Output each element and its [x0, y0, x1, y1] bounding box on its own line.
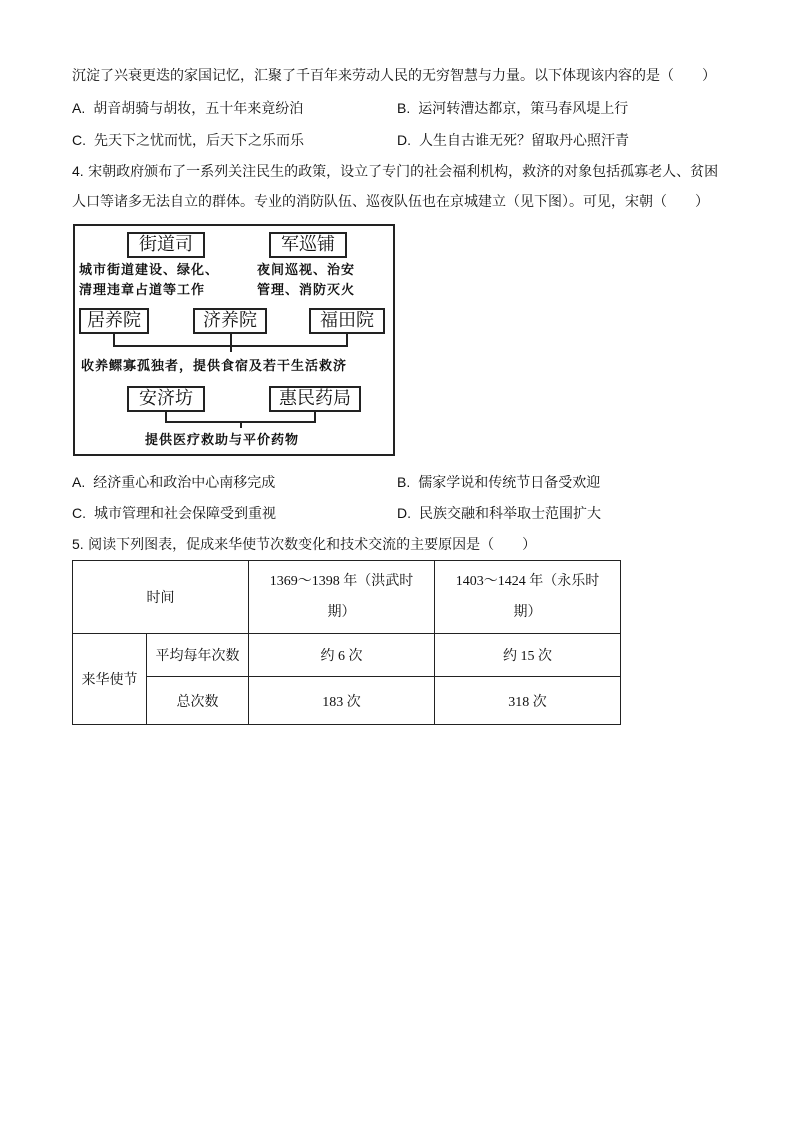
- table-header-row: [73, 561, 621, 634]
- header-time: 时间: [73, 561, 249, 634]
- text-medical-duty: 提供医疗救助与平价药物: [145, 433, 300, 448]
- text-jiedaosi-duty-2: 清理违章占道等工作: [79, 283, 206, 298]
- option-letter: B.: [397, 100, 411, 116]
- text-junxunpu-duty-1: 夜间巡视、治安: [257, 263, 356, 278]
- q3-option-c: [72, 130, 304, 151]
- cell-value: 约 15 次: [435, 634, 621, 677]
- header-hongwu: [249, 561, 435, 634]
- q3-option-d: [397, 130, 629, 151]
- option-text: 民族交融和科举取士范围扩大: [419, 506, 601, 522]
- envoy-table: [72, 560, 621, 725]
- connector: [240, 422, 242, 428]
- header-yongle-line-2: 期）: [513, 604, 542, 620]
- cell-value: 318 次: [435, 677, 621, 725]
- option-text: 经济重心和政治中心南移完成: [93, 475, 276, 491]
- q3-stem-tail: 沉淀了兴衰更迭的家国记忆，汇聚了千百年来劳动人民的无穷智慧与力量。以下体现该内容的是（ ）: [72, 68, 716, 84]
- option-letter: D.: [397, 505, 411, 521]
- option-text: 先天下之忧而忧，后天下之乐而乐: [94, 133, 304, 149]
- cell-value: 约 6 次: [249, 634, 435, 677]
- box-jiedaosi: 街道司: [127, 232, 205, 258]
- q4-option-b: [397, 472, 600, 493]
- option-letter: A.: [72, 474, 86, 490]
- row-group-label: 来华使节: [73, 634, 147, 725]
- q4-stem-line-2: 人口等诸多无法自立的群体。专业的消防队伍、巡夜队伍也在京城建立（见下图）。可见，宋朝（ ）: [72, 194, 709, 210]
- header-yongle: [435, 561, 621, 634]
- option-letter: D.: [397, 132, 411, 148]
- q5-stem: [72, 534, 536, 555]
- q4-option-a: [72, 472, 275, 493]
- option-letter: C.: [72, 132, 86, 148]
- box-huiminyaoju: 惠民药局: [269, 386, 361, 412]
- option-text: 运河转漕达都京，策马春风堤上行: [418, 101, 629, 117]
- q4-stem-text-1: 宋朝政府颁布了一系列关注民生的政策，设立了专门的社会福利机构，救济的对象包括孤寡老人、贫困: [88, 164, 719, 180]
- box-anjifang: 安济坊: [127, 386, 205, 412]
- q4-option-d: [397, 503, 601, 524]
- q3-option-a: [72, 98, 303, 119]
- q5-stem-text: 阅读下列图表，促成来华使节次数变化和技术交流的主要原因是（ ）: [88, 537, 537, 553]
- option-text: 人生自古谁无死？留取丹心照汗青: [419, 133, 629, 149]
- box-futianyuan: 福田院: [309, 308, 385, 334]
- header-hongwu-line-2: 期）: [327, 604, 356, 620]
- option-text: 胡音胡骑与胡妆，五十年来竟纷泊: [93, 101, 304, 117]
- text-jiedaosi-duty-1: 城市街道建设、绿化、: [79, 263, 220, 278]
- row-label: 总次数: [147, 677, 249, 725]
- option-letter: C.: [72, 505, 86, 521]
- header-yongle-line-1: 1403～1424 年（永乐时: [455, 574, 600, 589]
- header-hongwu-line-1: 1369～1398 年（洪武时: [269, 574, 414, 589]
- box-juyangyuan: 居养院: [79, 308, 149, 334]
- q3-option-b: [397, 98, 628, 119]
- song-welfare-diagram: [73, 224, 395, 456]
- cell-value: 183 次: [249, 677, 435, 725]
- option-text: 儒家学说和传统节日备受欢迎: [418, 475, 601, 491]
- connector: [230, 346, 232, 352]
- question-number: 5.: [72, 536, 84, 552]
- text-junxunpu-duty-2: 管理、消防灭火: [257, 283, 356, 298]
- option-letter: B.: [397, 474, 411, 490]
- box-junxunpu: 军巡铺: [269, 232, 347, 258]
- box-jiyangyuan: 济养院: [193, 308, 267, 334]
- q4-stem-line-1: [72, 161, 718, 182]
- question-number: 4.: [72, 163, 84, 179]
- table-row: [73, 677, 621, 725]
- option-letter: A.: [72, 100, 86, 116]
- text-yuan-duty: 收养鳏寡孤独者，提供食宿及若干生活救济: [81, 359, 348, 374]
- row-label: 平均每年次数: [147, 634, 249, 677]
- q4-option-c: [72, 503, 276, 524]
- option-text: 城市管理和社会保障受到重视: [94, 506, 276, 522]
- table-row: [73, 634, 621, 677]
